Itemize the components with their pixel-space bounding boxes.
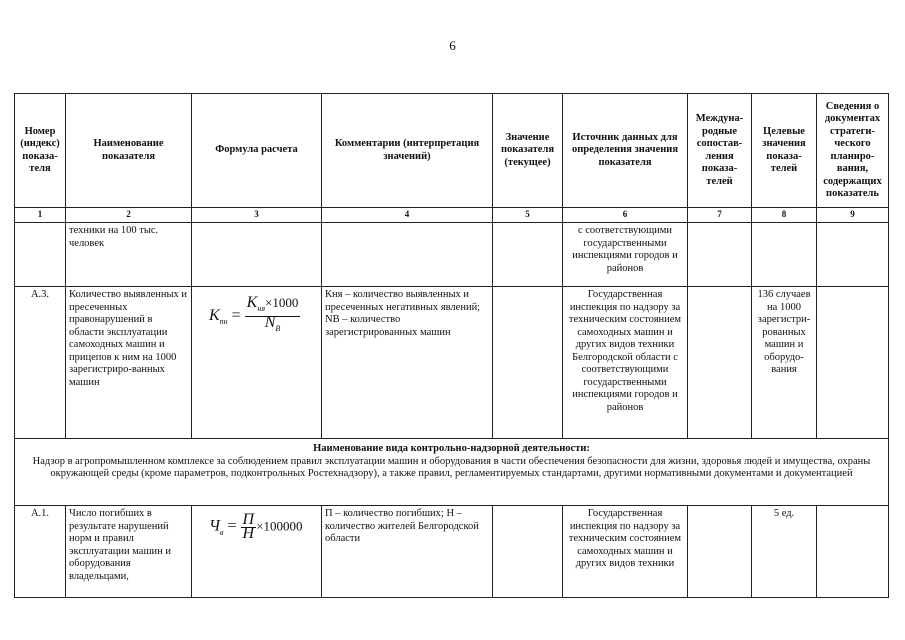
formula-a1: $Ч_в$ = $\frac{П}{Н}$ ×100000	[209, 511, 303, 542]
formula-symbol: Ч	[209, 517, 221, 535]
cell-source: с соответствующими государственными инспекциями городов и районов	[563, 223, 688, 287]
table-row-continued	[15, 223, 889, 287]
column-number: 6	[563, 208, 688, 223]
section-text: Надзор в агропромышленном комплексе за соблюдением правил эксплуатации машин и оборудования в части обеспечения безопасности для жизни, здоровья людей и имущества, охраны окружающей среды (кроме параметров, подконтрольных Ростехнадзору), а также правил, регламентируемых стандартами, другими нормативными документами и документацией	[32, 455, 871, 479]
cell-documents	[817, 287, 889, 439]
formula-subscript: в	[220, 527, 224, 537]
formula-multiplier: ×100000	[256, 518, 303, 534]
cell-current	[493, 287, 563, 439]
formula-fraction	[241, 511, 257, 542]
cell-target	[752, 223, 817, 287]
formula-multiplier: ×1000	[265, 295, 299, 310]
cell-documents	[817, 506, 889, 598]
cell-formula	[192, 287, 322, 439]
formula-symbol: K	[246, 294, 258, 311]
header-cell-name: Наименование показателя	[66, 94, 192, 208]
cell-target: 5 ед.	[752, 506, 817, 598]
header-row	[15, 94, 889, 208]
cell-source: Государственная инспекция по надзору за техническим состоянием самоходных машин и других видов техники Белгородской области с соответствующими государственными инспекциями городов и районов	[563, 287, 688, 439]
header-cell-current: Значение показателя (текущее)	[493, 94, 563, 208]
header-cell-comment: Комментарии (интерпретация значений)	[322, 94, 493, 208]
header-cell-source: Источник данных для определения значения показателя	[563, 94, 688, 208]
formula-fraction	[245, 294, 301, 335]
column-number: 3	[192, 208, 322, 223]
cell-comment: Кня – количество выявленных и пресеченных негативных явлений; NВ – количество зарегистрированных машин	[322, 287, 493, 439]
formula-symbol: N	[264, 313, 276, 331]
column-number: 5	[493, 208, 563, 223]
cell-name: техники на 100 тыс. человек	[66, 223, 192, 287]
table-row-a1	[15, 506, 889, 598]
cell-name: Число погибших в результате нарушений норм и правил эксплуатации машин и оборудования владельцами,	[66, 506, 192, 598]
formula-symbol: K	[209, 306, 220, 324]
column-number-row	[15, 208, 889, 223]
cell-current	[493, 223, 563, 287]
formula-symbol: Н	[242, 524, 255, 542]
cell-index: А.1.	[15, 506, 66, 598]
section-cell	[15, 439, 889, 506]
header-cell-international: Междуна-родные сопостав-ления показа-телей	[688, 94, 752, 208]
column-number: 4	[322, 208, 493, 223]
section-row	[15, 439, 889, 506]
cell-formula	[192, 223, 322, 287]
cell-comment: П – количество погибших; Н – количество жителей Белгородской области	[322, 506, 493, 598]
cell-index: А.3.	[15, 287, 66, 439]
cell-current	[493, 506, 563, 598]
page-number: 6	[449, 38, 456, 53]
header-cell-formula: Формула расчета	[192, 94, 322, 208]
column-number: 7	[688, 208, 752, 223]
cell-formula	[192, 506, 322, 598]
column-number: 2	[66, 208, 192, 223]
section-title: Наименование вида контрольно-надзорной деятельности:	[313, 443, 590, 454]
header-cell-documents: Сведения о документах стратеги-ческого планиро-вания, содержащих показатель	[817, 94, 889, 208]
formula-symbol: П	[242, 511, 255, 528]
cell-international	[688, 223, 752, 287]
cell-international	[688, 506, 752, 598]
formula-subscript: В	[275, 323, 281, 333]
cell-international	[688, 287, 752, 439]
formula-subscript: ня	[257, 304, 266, 314]
cell-source: Государственная инспекция по надзору за техническим состоянием самоходных машин и других видов техники	[563, 506, 688, 598]
header-cell-index: Номер (индекс) показа-теля	[15, 94, 66, 208]
cell-comment	[322, 223, 493, 287]
cell-documents	[817, 223, 889, 287]
column-number: 1	[15, 208, 66, 223]
column-number: 8	[752, 208, 817, 223]
cell-name: Количество выявленных и пресеченных правонарушений в области эксплуатации самоходных машин и прицепов к ним на 1000 зарегистриро-ванных машин	[66, 287, 192, 439]
indicators-table	[14, 93, 889, 598]
column-number: 9	[817, 208, 889, 223]
formula-subscript: пн	[219, 317, 228, 327]
table-row-a3	[15, 287, 889, 439]
header-cell-target: Целевые значения показа-телей	[752, 94, 817, 208]
formula-a3: $K_{пн}$ = $\frac{K_{ня}\times 1000}{N_В}$	[195, 289, 318, 335]
cell-target: 136 случаев на 1000 зарегистри-рованных машин и оборудо-вания	[752, 287, 817, 439]
cell-index	[15, 223, 66, 287]
